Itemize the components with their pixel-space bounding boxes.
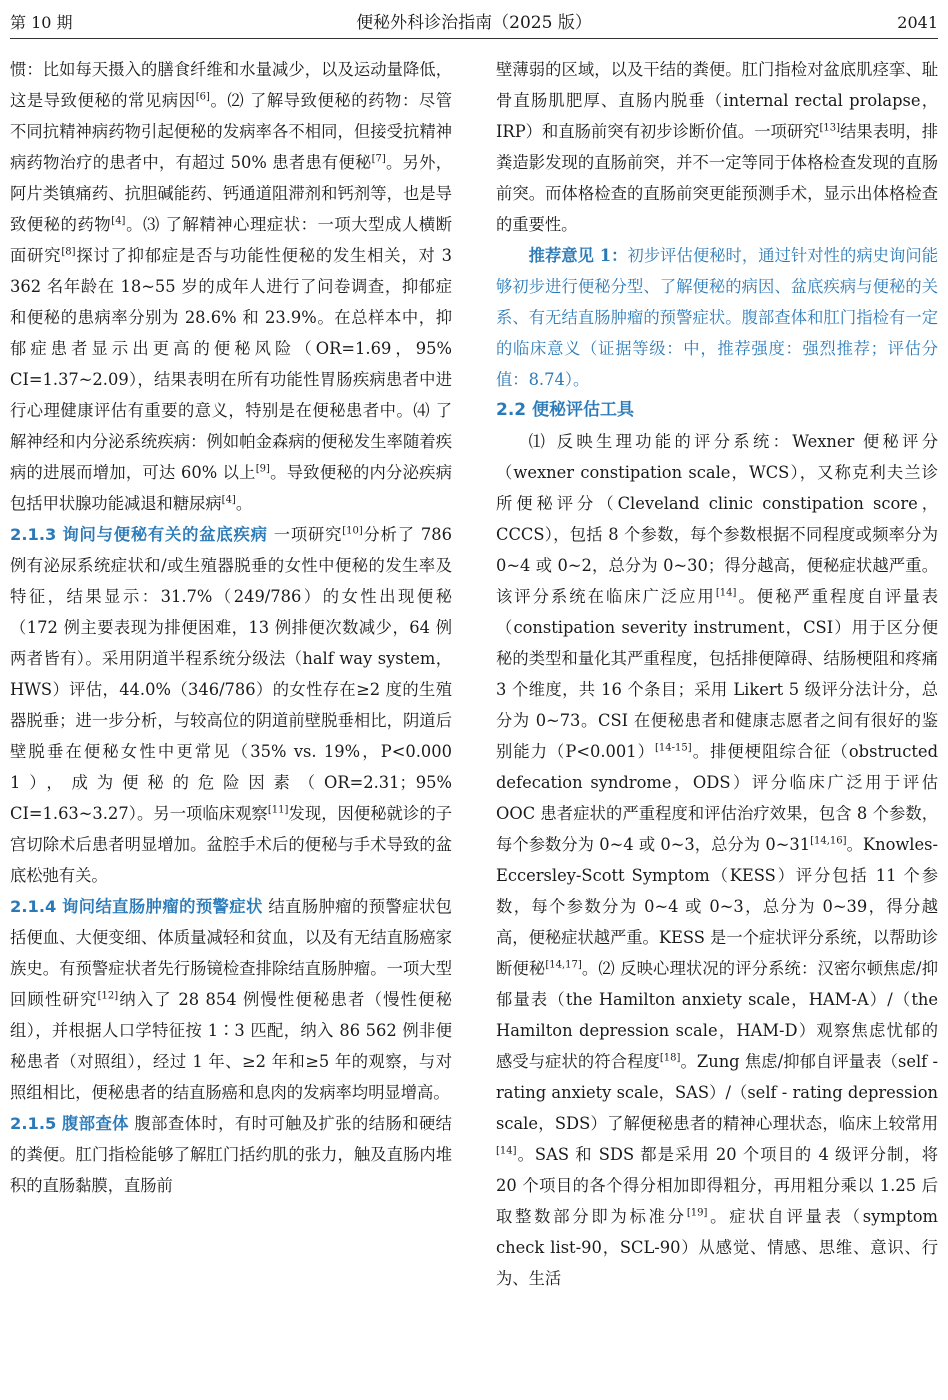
citation: [14,17]	[545, 959, 582, 971]
section-title: 询问与便秘有关的盆底疾病	[62, 525, 268, 544]
citation: [13]	[819, 122, 841, 134]
citation: [14,16]	[810, 835, 847, 847]
section-title: 便秘评估工具	[532, 400, 635, 420]
section-title: 腹部查体	[61, 1114, 129, 1133]
section-2-1-4: 2.1.4 询问结直肠肿瘤的预警症状 结直肠肿瘤的预警症状包括便血、大便变细、体质量减轻和贫血，以及有无结直肠癌家族史。有预警症状者先行肠镜检查排除结直肠肿瘤。一项大型回顾性研究[12]纳入了 28 854 例慢性便秘患者（慢性便秘组），并根据人口学特征按 1∶3 匹配，纳入 86 562 例非便秘患者（对照组），经过 1 年、≥2 年和≥5 年的观察，与对照组相比，便秘患者的结直肠癌和息肉的发病率均明显增高。	[10, 897, 452, 1102]
left-column	[10, 54, 452, 1398]
citation: [19]	[686, 1207, 708, 1219]
citation: [7]	[371, 153, 386, 165]
citation: [10]	[342, 525, 363, 537]
section-number: 2.1.4	[10, 897, 57, 916]
running-header	[10, 8, 938, 39]
citation: [18]	[659, 1052, 681, 1064]
right-column	[496, 54, 938, 1398]
recommendation-text: 初步评估便秘时，通过针对性的病史询问能够初步进行便秘分型、了解便秘的病因、盆底疾病与便秘的关系、有无结直肠肿瘤的预警症状。腹部查体和肛门指检有一定的临床意义（证据等级：中，推荐强度：强烈推荐；评估分值：8.74）。	[496, 246, 938, 389]
document-title: 便秘外科诊治指南（2025 版）	[356, 13, 592, 33]
citation: [12]	[97, 990, 119, 1002]
section-2-2-heading	[496, 395, 938, 426]
citation: [8]	[61, 246, 76, 258]
paragraph-history-causes: 惯：比如每天摄入的膳食纤维和水量减少，以及运动量降低，这是导致便秘的常见病因[6]。⑵ 了解导致便秘的药物：尽管不同抗精神病药物引起便秘的发病率各不相同，但接受抗精神病药物治疗的患者中，有超过 50% 患者患有便秘[7]。另外，阿片类镇痛药、抗胆碱能药、钙通道阻滞剂和钙剂等，也是导致便秘的药物[4]。⑶ 了解精神心理症状：一项大型成人横断面研究[8]探讨了抑郁症是否与功能性便秘的发生相关，对 3 362 名年龄在 18~55 岁的成年人进行了问卷调查，抑郁症和便秘的患病率分别为 28.6% 和 23.9%。在总样本中，抑郁症患者显示出更高的便秘风险（OR=1.69，95% CI=1.37~2.09），结果表明在所有功能性胃肠疾病患者中进行心理健康评估有重要的意义，特别是在便秘患者中。⑷ 了解神经和内分泌系统疾病：例如帕金森病的便秘发生率随着疾病的进展而增加，可达 60% 以上[9]。导致便秘的内分泌疾病包括甲状腺功能减退和糖尿病[4]。	[10, 60, 452, 513]
citation: [4]	[221, 494, 236, 506]
section-title: 询问结直肠肿瘤的预警症状	[61, 897, 263, 916]
paragraph-digital-exam: 壁薄弱的区域，以及干结的粪便。肛门指检对盆底肌痉挛、耻骨直肠肌肥厚、直肠内脱垂（internal rectal prolapse，IRP）和直肠前突有初步诊断价值。一项研究[13]结果表明，排粪造影发现的直肠前突，并不一定等同于体格检查发现的直肠前突。而体格检查的直肠前突更能预测手术，显示出体格检查的重要性。	[496, 60, 938, 234]
paragraph-assessment-tools: ⑴ 反映生理功能的评分系统：Wexner 便秘评分（wexner constipation scale，WCS），又称克利夫兰诊所便秘评分（Cleveland clinic constipation score，CCCS），包括 8 个参数，每个参数根据不同程度或频率分为 0~4 或 0~2，总分为 0~30；得分越高，便秘症状越严重。该评分系统在临床广泛应用[14]。便秘严重程度自评量表（constipation severity instrument，CSI）用于区分便秘的类型和量化其严重程度，包括排便障碍、结肠梗阻和疼痛 3 个维度，共 16 个条目；采用 Likert 5 级评分法计分，总分为 0~73。CSI 在便秘患者和健康志愿者之间有很好的鉴别能力（P<0.001）[14-15]。排便梗阻综合征（obstructed defecation syndrome，ODS）评分临床广泛用于评估 OOC 患者症状的严重程度和评估治疗效果，包含 8 个参数，每个参数分为 0~4 或 0~3，总分为 0~31[14,16]。Knowles-Eccersley-Scott Symptom（KESS）评分包括 11 个参数，每个参数分为 0~4 或 0~3，总分为 0~39，得分越高，便秘症状越严重。KESS 是一个症状评分系统，以帮助诊断便秘[14,17]。⑵ 反映心理状况的评分系统：汉密尔顿焦虑/抑郁量表（the Hamilton anxiety scale，HAM-A）/（the Hamilton depression scale，HAM-D）观察焦虑忧郁的感受与症状的符合程度[18]。Zung 焦虑/抑郁自评量表（self - rating anxiety scale，SAS）/（self - rating depression scale，SDS）了解便秘患者的精神心理状态，临床上较常用[14]。SAS 和 SDS 都是采用 20 个项目的 4 级评分制，将 20 个项目的各个得分相加即得粗分，再用粗分乘以 1.25 后取整数部分即为标准分[19]。症状自评量表（symptom check list-90，SCL-90）从感觉、情感、思维、意识、行为、生活	[496, 432, 938, 1288]
citation: [14-15]	[655, 742, 692, 754]
section-number: 2.2	[496, 400, 527, 420]
section-number: 2.1.5	[10, 1114, 57, 1133]
issue-number: 第 10 期	[10, 13, 73, 32]
citation: [9]	[255, 463, 270, 475]
citation: [14]	[496, 1145, 517, 1157]
citation: [6]	[195, 91, 210, 103]
section-number: 2.1.3	[10, 525, 57, 544]
citation: [11]	[267, 804, 289, 816]
recommendation-1	[496, 240, 938, 395]
recommendation-label: 推荐意见 1：	[528, 246, 628, 265]
page-number: 2041	[897, 13, 938, 32]
section-2-1-3: 2.1.3 询问与便秘有关的盆底疾病 一项研究[10]分析了 786 例有泌尿系统症状和/或生殖器脱垂的女性中便秘的发生率及特征，结果显示：31.7%（249/786）的女性出现便秘（172 例主要表现为排便困难，13 例排便次数减少，64 例两者皆有）。采用阴道半程系统分级法（half way system，HWS）评估，44.0%（346/786）的女性存在≥2 度的生殖器脱垂；进一步分析，与较高位的阴道前壁脱垂相比，阴道后壁脱垂在便秘女性中更常见（35% vs. 19%，P<0.000 1），成为便秘的危险因素（OR=2.31；95% CI=1.63~3.27）。另一项临床观察[11]发现，因便秘就诊的子宫切除术后患者明显增加。盆腔手术后的便秘与手术导致的盆底松弛有关。	[10, 525, 452, 885]
citation: [14]	[715, 587, 737, 599]
section-2-1-5: 2.1.5 腹部查体 腹部查体时，有时可触及扩张的结肠和硬结的粪便。肛门指检能够了解肛门括约肌的张力，触及直肠内堆积的直肠黏膜，直肠前	[10, 1114, 452, 1195]
citation: [4]	[111, 215, 126, 227]
